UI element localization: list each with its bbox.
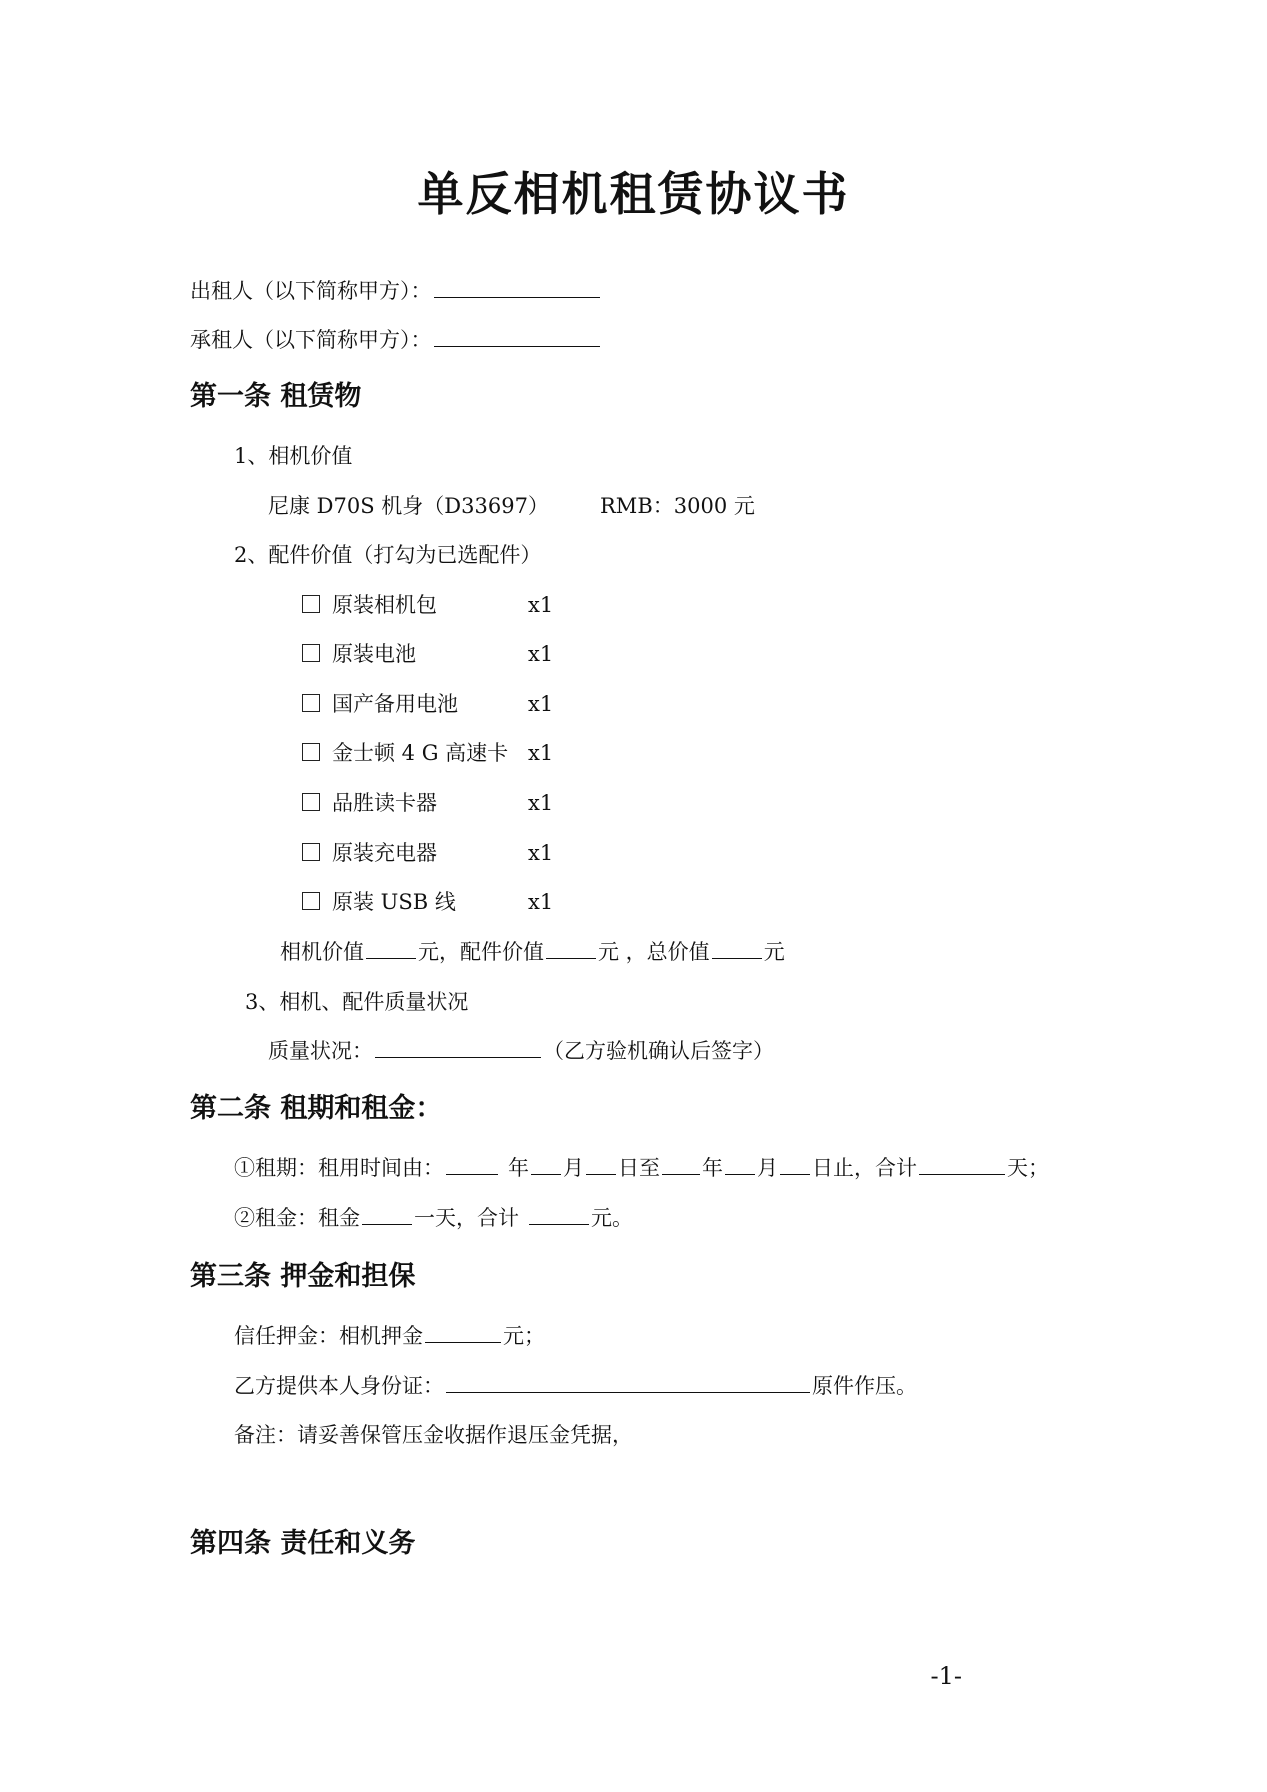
end-year-blank[interactable] xyxy=(662,1154,700,1175)
section1-heading: 第一条 租赁物 xyxy=(190,381,362,412)
accessory-qty: x1 xyxy=(528,890,554,914)
accessory-value-blank[interactable] xyxy=(546,938,596,959)
quality-label: 质量状况： xyxy=(268,1039,373,1063)
accessory-checkbox[interactable] xyxy=(302,843,320,861)
day-to-text: 日至 xyxy=(618,1156,660,1180)
total-value-blank[interactable] xyxy=(712,938,762,959)
total-value-line xyxy=(280,938,785,966)
accessory-checkbox[interactable] xyxy=(302,595,320,613)
accessory-checkbox[interactable] xyxy=(302,694,320,712)
year-text: 年 xyxy=(508,1156,529,1180)
accessory-item xyxy=(302,591,553,619)
end-day-blank[interactable] xyxy=(780,1154,810,1175)
total-value-unit: 元 xyxy=(763,940,785,964)
lessor-blank[interactable] xyxy=(434,277,600,298)
accessory-qty: x1 xyxy=(528,593,554,617)
accessory-value-text: 元，配件价值 xyxy=(418,940,544,964)
accessory-qty: x1 xyxy=(528,692,554,716)
id-card-line xyxy=(234,1372,917,1400)
camera-desc: 尼康 D70S 机身（D33697） xyxy=(268,494,549,518)
rent-unit: 元。 xyxy=(591,1206,633,1230)
end-month-blank[interactable] xyxy=(725,1154,755,1175)
term-label: ①租期：租用时间由： xyxy=(234,1156,444,1180)
start-day-blank[interactable] xyxy=(586,1154,616,1175)
document-title: 单反相机租赁协议书 xyxy=(417,167,850,221)
section3-heading: 第三条 押金和担保 xyxy=(190,1261,416,1292)
accessory-item xyxy=(302,789,553,817)
rental-term-line xyxy=(234,1154,1049,1182)
lessee-blank[interactable] xyxy=(434,326,600,347)
accessory-qty: x1 xyxy=(528,642,554,666)
accessory-name: 原装电池 xyxy=(332,642,416,666)
id-label: 乙方提供本人身份证： xyxy=(234,1374,444,1398)
section2-heading: 第二条 租期和租金： xyxy=(190,1093,443,1124)
per-day-text: 一天，合计 xyxy=(414,1206,519,1230)
accessory-qty: x1 xyxy=(528,791,554,815)
camera-price: RMB：3000 元 xyxy=(600,494,755,518)
accessory-item xyxy=(302,690,553,718)
accessory-checkbox[interactable] xyxy=(302,644,320,662)
accessory-name: 品胜读卡器 xyxy=(332,791,437,815)
accessory-name: 金士顿 4 G 高速卡 xyxy=(332,741,509,765)
accessory-item xyxy=(302,640,553,668)
days-text: 天； xyxy=(1007,1156,1049,1180)
accessory-item xyxy=(302,839,553,867)
lessee-label: 承租人（以下简称甲方）： xyxy=(190,328,432,352)
day-end-text: 日止，合计 xyxy=(812,1156,917,1180)
accessory-name: 原装 USB 线 xyxy=(332,890,456,914)
deposit-blank[interactable] xyxy=(425,1322,501,1343)
accessory-checkbox[interactable] xyxy=(302,793,320,811)
accessory-value-label: 2、配件价值（打勾为已选配件） xyxy=(234,543,542,567)
start-year-blank[interactable] xyxy=(446,1154,498,1175)
year-text: 年 xyxy=(702,1156,723,1180)
total-value-text: 元 ，总价值 xyxy=(598,940,710,964)
quality-blank[interactable] xyxy=(375,1037,541,1058)
lessor-label: 出租人（以下简称甲方）： xyxy=(190,279,432,303)
rent-label: ②租金：租金 xyxy=(234,1206,360,1230)
accessory-checkbox[interactable] xyxy=(302,892,320,910)
accessory-name: 国产备用电池 xyxy=(332,692,458,716)
accessory-qty: x1 xyxy=(528,841,554,865)
camera-value-blank[interactable] xyxy=(366,938,416,959)
deposit-label: 信任押金：相机押金 xyxy=(234,1324,423,1348)
total-rent-blank[interactable] xyxy=(529,1204,589,1225)
camera-value-text: 相机价值 xyxy=(280,940,364,964)
accessory-checkbox[interactable] xyxy=(302,743,320,761)
month-text: 月 xyxy=(757,1156,778,1180)
accessory-name: 原装充电器 xyxy=(332,841,437,865)
lessor-line xyxy=(190,277,602,305)
page-number: -1- xyxy=(930,1662,962,1690)
start-month-blank[interactable] xyxy=(531,1154,561,1175)
deposit-line xyxy=(234,1322,545,1350)
total-days-blank[interactable] xyxy=(919,1154,1005,1175)
accessory-name: 原装相机包 xyxy=(332,593,437,617)
daily-rent-blank[interactable] xyxy=(362,1204,412,1225)
accessory-item xyxy=(302,739,553,767)
rent-line xyxy=(234,1204,633,1232)
quality-note: （乙方验机确认后签字） xyxy=(543,1039,774,1063)
month-text: 月 xyxy=(563,1156,584,1180)
deposit-unit: 元； xyxy=(503,1324,545,1348)
quality-line xyxy=(268,1037,774,1065)
id-suffix: 原件作压。 xyxy=(812,1374,917,1398)
accessory-qty: x1 xyxy=(528,741,554,765)
accessory-item xyxy=(302,888,553,916)
lessee-line xyxy=(190,326,602,354)
quality-status-label: 3、相机、配件质量状况 xyxy=(245,990,469,1014)
section4-heading: 第四条 责任和义务 xyxy=(190,1528,416,1559)
id-number-blank[interactable] xyxy=(446,1372,810,1393)
camera-value-label: 1、相机价值 xyxy=(234,444,353,468)
deposit-note: 备注：请妥善保管压金收据作退压金凭据， xyxy=(234,1423,633,1447)
